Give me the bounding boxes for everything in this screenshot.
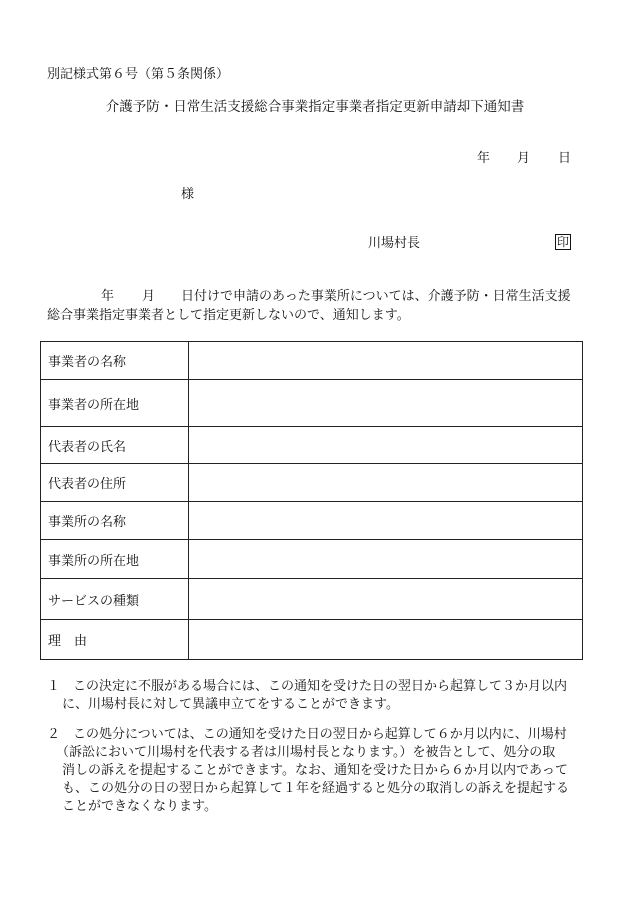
table-row bbox=[41, 502, 583, 540]
note-2-line1: ２ この処分については、この通知を受けた日の翌日から起算して６か月以内に、川場村 bbox=[47, 727, 567, 742]
table-row bbox=[41, 380, 583, 427]
row-label: サービスの種類 bbox=[41, 579, 189, 620]
note-2-line2: （訴訟において川場村を代表する者は川場村長となります。）を被告として、処分の取 bbox=[56, 745, 556, 760]
body-text: 日付けで申請のあった事業所については、介護予防・日常生活支援 bbox=[181, 289, 571, 304]
body-paragraph-line1 bbox=[47, 290, 571, 303]
table-row bbox=[41, 342, 583, 380]
row-label: 事業所の名称 bbox=[41, 502, 189, 540]
row-label: 事業所の所在地 bbox=[41, 540, 189, 579]
sender-name: 川場村長 bbox=[368, 236, 421, 251]
note-1-line2: に、川場村長に対して異議申立てをすることができます。 bbox=[62, 697, 399, 712]
note-2-line3: 消しの訴えを提起することができます。なお、通知を受けた日から６か月以内であって bbox=[62, 763, 568, 778]
body-year: 年 bbox=[101, 289, 115, 304]
row-value[interactable] bbox=[189, 540, 583, 579]
row-value[interactable] bbox=[189, 502, 583, 540]
row-label: 理 由 bbox=[41, 620, 189, 660]
note-2-line5: ことができなくなります。 bbox=[62, 799, 217, 814]
date-year-label: 年 bbox=[477, 151, 491, 166]
table-row bbox=[41, 427, 583, 464]
row-value[interactable] bbox=[189, 579, 583, 620]
table-row bbox=[41, 579, 583, 620]
row-value[interactable] bbox=[189, 380, 583, 427]
form-number: 別記様式第６号（第５条関係） bbox=[47, 67, 230, 82]
table-row bbox=[41, 540, 583, 579]
addressee-honorific: 様 bbox=[181, 187, 195, 202]
body-month: 月 bbox=[142, 289, 156, 304]
date-day-label: 日 bbox=[558, 151, 572, 166]
date-month-label: 月 bbox=[517, 151, 531, 166]
note-2-line4: も、この処分の日の翌日から起算して１年を経過すると処分の取消しの訴えを提起する bbox=[62, 781, 570, 796]
info-table bbox=[40, 341, 583, 660]
table-row bbox=[41, 464, 583, 502]
row-label: 事業者の所在地 bbox=[41, 380, 189, 427]
table-row bbox=[41, 620, 583, 660]
row-value[interactable] bbox=[189, 464, 583, 502]
body-paragraph-line2: 総合事業指定事業者として指定更新しないので、通知します。 bbox=[47, 308, 410, 323]
row-value[interactable] bbox=[189, 342, 583, 380]
row-label: 事業者の名称 bbox=[41, 342, 189, 380]
row-label: 代表者の住所 bbox=[41, 464, 189, 502]
seal-mark: 印 bbox=[557, 235, 570, 249]
document-title: 介護予防・日常生活支援総合事業指定事業者指定更新申請却下通知書 bbox=[105, 99, 525, 115]
row-value[interactable] bbox=[189, 427, 583, 464]
row-value[interactable] bbox=[189, 620, 583, 660]
note-1-line1: １ この決定に不服がある場合には、この通知を受けた日の翌日から起算して３か月以内 bbox=[47, 679, 568, 694]
row-label: 代表者の氏名 bbox=[41, 427, 189, 464]
